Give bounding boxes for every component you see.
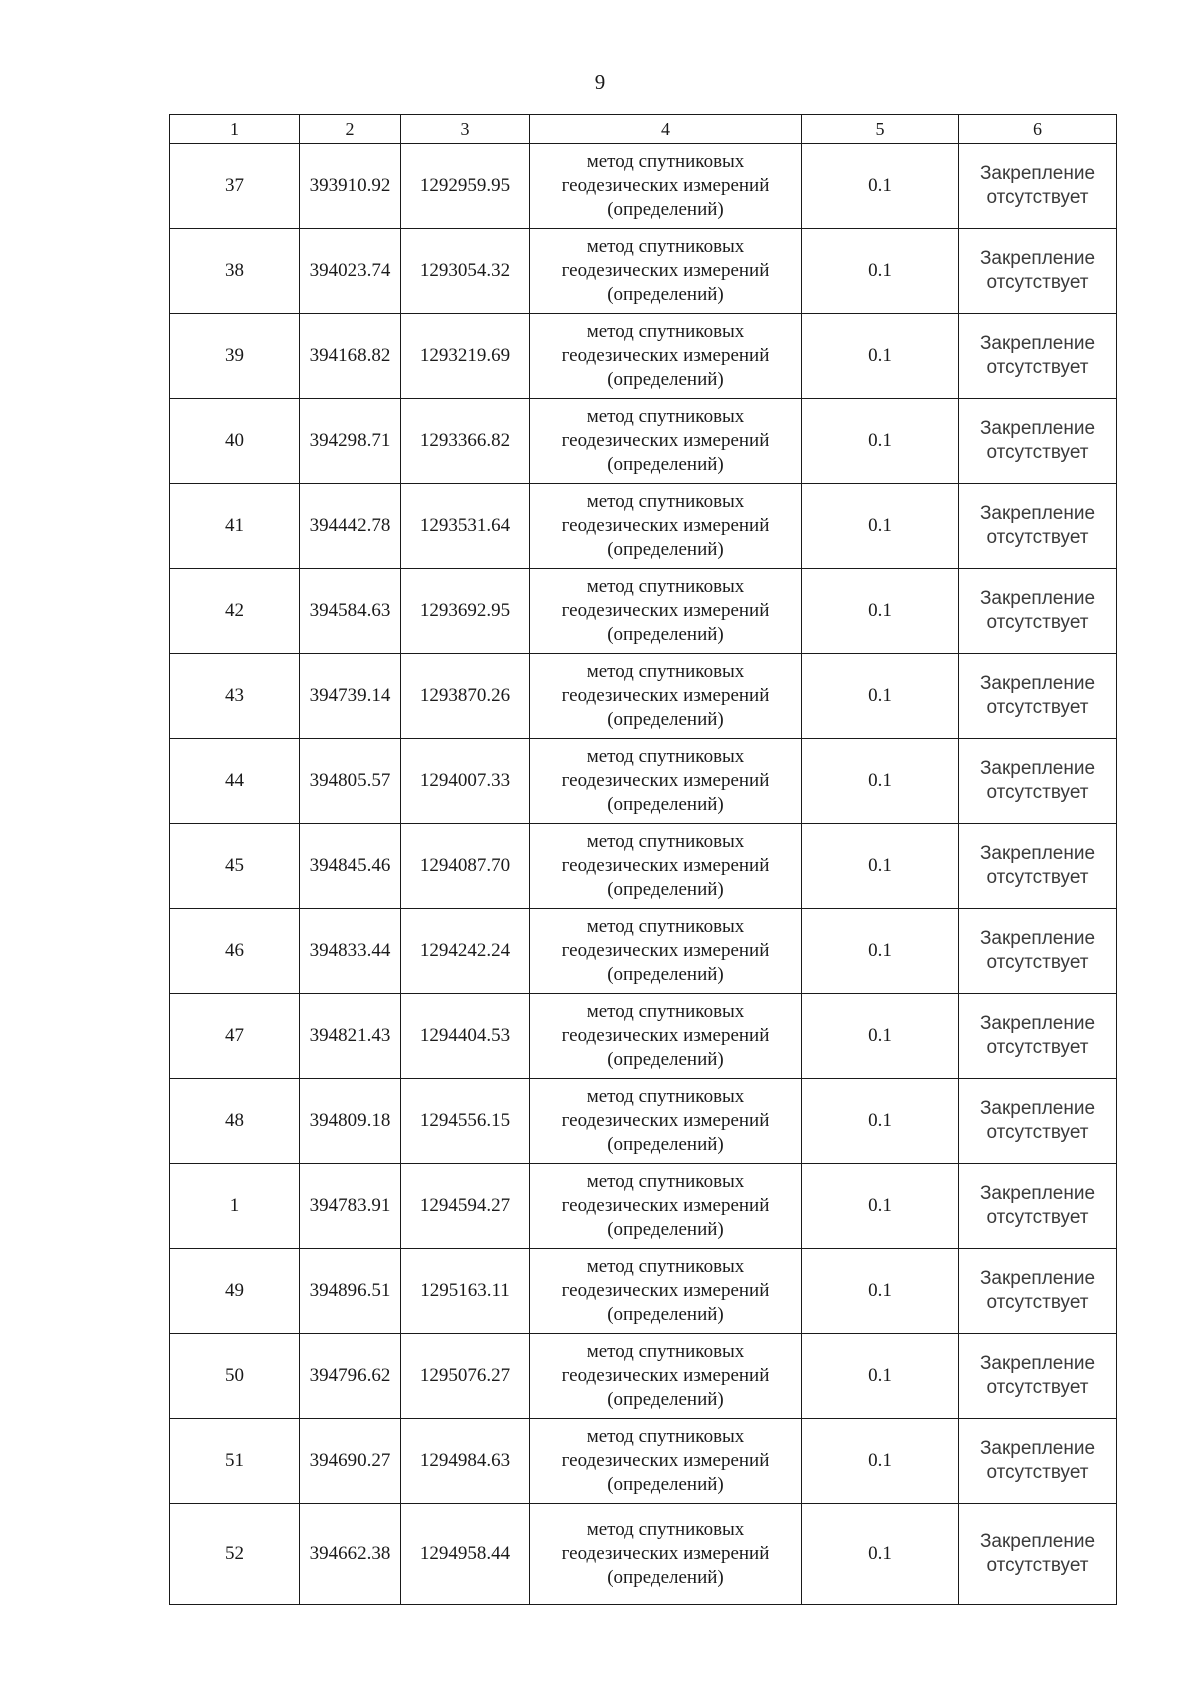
table-row [170, 1164, 1117, 1249]
accuracy-cell: 0.1 [802, 909, 959, 994]
method-cell [530, 569, 802, 654]
method-line: геодезических измерений [561, 1110, 770, 1131]
accuracy-cell: 0.1 [802, 1419, 959, 1504]
method-line: геодезических измерений [561, 515, 770, 536]
fixing-line: отсутствует [986, 1462, 1089, 1483]
y-coordinate-cell: 1294242.24 [401, 909, 530, 994]
accuracy-cell: 0.1 [802, 314, 959, 399]
method-line: (определений) [607, 1049, 724, 1070]
fixing-line: отсутствует [986, 952, 1089, 973]
method-cell [530, 314, 802, 399]
method-line: геодезических измерений [561, 940, 770, 961]
method-line: метод спутниковых [586, 1256, 745, 1277]
fixing-line: Закрепление [979, 1353, 1096, 1374]
accuracy-cell: 0.1 [802, 994, 959, 1079]
fixing-line: отсутствует [986, 527, 1089, 548]
point-number-cell: 41 [170, 484, 300, 569]
x-coordinate-cell: 394833.44 [300, 909, 401, 994]
column-header: 6 [959, 115, 1117, 144]
table-row [170, 1504, 1117, 1605]
page-number: 9 [594, 70, 606, 94]
method-line: метод спутниковых [586, 1426, 745, 1447]
x-coordinate-cell: 393910.92 [300, 144, 401, 229]
fixing-cell [959, 1079, 1117, 1164]
fixing-line: Закрепление [979, 418, 1096, 439]
y-coordinate-cell: 1293219.69 [401, 314, 530, 399]
fixing-line: Закрепление [979, 1268, 1096, 1289]
table-body [170, 144, 1117, 1605]
point-number-cell: 42 [170, 569, 300, 654]
accuracy-cell: 0.1 [802, 1249, 959, 1334]
method-cell [530, 824, 802, 909]
point-number-cell: 40 [170, 399, 300, 484]
method-line: метод спутниковых [586, 321, 745, 342]
method-line: геодезических измерений [561, 770, 770, 791]
method-line: (определений) [607, 199, 724, 220]
fixing-line: отсутствует [986, 357, 1089, 378]
fixing-cell [959, 739, 1117, 824]
y-coordinate-cell: 1293531.64 [401, 484, 530, 569]
method-cell [530, 1249, 802, 1334]
fixing-line: отсутствует [986, 1292, 1089, 1313]
x-coordinate-cell: 394805.57 [300, 739, 401, 824]
x-coordinate-cell: 394896.51 [300, 1249, 401, 1334]
point-number-cell: 45 [170, 824, 300, 909]
method-line: (определений) [607, 1567, 724, 1588]
y-coordinate-cell: 1294556.15 [401, 1079, 530, 1164]
method-line: геодезических измерений [561, 260, 770, 281]
y-coordinate-cell: 1293692.95 [401, 569, 530, 654]
method-line: (определений) [607, 1389, 724, 1410]
fixing-cell [959, 314, 1117, 399]
fixing-line: отсутствует [986, 1037, 1089, 1058]
method-line: (определений) [607, 1304, 724, 1325]
method-line: геодезических измерений [561, 1543, 770, 1564]
table-row [170, 314, 1117, 399]
fixing-line: Закрепление [979, 673, 1096, 694]
point-number-cell: 49 [170, 1249, 300, 1334]
point-number-cell: 43 [170, 654, 300, 739]
column-header: 5 [802, 115, 959, 144]
accuracy-cell: 0.1 [802, 1164, 959, 1249]
fixing-line: отсутствует [986, 272, 1089, 293]
method-line: метод спутниковых [586, 1086, 745, 1107]
method-line: метод спутниковых [586, 1341, 745, 1362]
table-row [170, 144, 1117, 229]
y-coordinate-cell: 1293870.26 [401, 654, 530, 739]
accuracy-cell: 0.1 [802, 824, 959, 909]
point-number-cell: 38 [170, 229, 300, 314]
method-line: (определений) [607, 369, 724, 390]
table-row [170, 1249, 1117, 1334]
header-row [170, 115, 1117, 144]
fixing-line: отсутствует [986, 612, 1089, 633]
column-header: 2 [300, 115, 401, 144]
fixing-line: отсутствует [986, 442, 1089, 463]
point-number-cell: 39 [170, 314, 300, 399]
fixing-line: Закрепление [979, 1183, 1096, 1204]
method-cell [530, 739, 802, 824]
method-cell [530, 994, 802, 1079]
accuracy-cell: 0.1 [802, 654, 959, 739]
fixing-cell [959, 399, 1117, 484]
table-row [170, 994, 1117, 1079]
table-row [170, 739, 1117, 824]
method-line: (определений) [607, 284, 724, 305]
method-line: геодезических измерений [561, 430, 770, 451]
x-coordinate-cell: 394442.78 [300, 484, 401, 569]
method-line: геодезических измерений [561, 175, 770, 196]
method-line: геодезических измерений [561, 685, 770, 706]
point-number-cell: 44 [170, 739, 300, 824]
y-coordinate-cell: 1294958.44 [401, 1504, 530, 1605]
method-line: метод спутниковых [586, 151, 745, 172]
method-line: (определений) [607, 1219, 724, 1240]
method-line: метод спутниковых [586, 491, 745, 512]
method-cell [530, 1334, 802, 1419]
fixing-line: Закрепление [979, 1013, 1096, 1034]
method-line: метод спутниковых [586, 1001, 745, 1022]
method-line: геодезических измерений [561, 600, 770, 621]
method-line: (определений) [607, 879, 724, 900]
fixing-line: отсутствует [986, 782, 1089, 803]
x-coordinate-cell: 394845.46 [300, 824, 401, 909]
point-number-cell: 1 [170, 1164, 300, 1249]
fixing-line: Закрепление [979, 758, 1096, 779]
method-line: метод спутниковых [586, 236, 745, 257]
y-coordinate-cell: 1294594.27 [401, 1164, 530, 1249]
x-coordinate-cell: 394023.74 [300, 229, 401, 314]
method-line: (определений) [607, 794, 724, 815]
fixing-cell [959, 1164, 1117, 1249]
y-coordinate-cell: 1294984.63 [401, 1419, 530, 1504]
method-line: геодезических измерений [561, 1195, 770, 1216]
fixing-cell [959, 909, 1117, 994]
point-number-cell: 37 [170, 144, 300, 229]
x-coordinate-cell: 394809.18 [300, 1079, 401, 1164]
method-line: (определений) [607, 1474, 724, 1495]
point-number-cell: 46 [170, 909, 300, 994]
y-coordinate-cell: 1294007.33 [401, 739, 530, 824]
method-cell [530, 399, 802, 484]
method-line: (определений) [607, 454, 724, 475]
coordinates-table [169, 114, 1117, 1605]
method-line: (определений) [607, 964, 724, 985]
fixing-cell [959, 824, 1117, 909]
fixing-line: отсутствует [986, 1207, 1089, 1228]
fixing-line: Закрепление [979, 588, 1096, 609]
point-number-cell: 48 [170, 1079, 300, 1164]
method-cell [530, 484, 802, 569]
x-coordinate-cell: 394690.27 [300, 1419, 401, 1504]
fixing-line: Закрепление [979, 1098, 1096, 1119]
method-line: метод спутниковых [586, 746, 745, 767]
y-coordinate-cell: 1293054.32 [401, 229, 530, 314]
method-line: метод спутниковых [586, 1519, 745, 1540]
accuracy-cell: 0.1 [802, 1334, 959, 1419]
method-line: геодезических измерений [561, 1365, 770, 1386]
method-cell [530, 909, 802, 994]
fixing-cell [959, 484, 1117, 569]
method-cell [530, 144, 802, 229]
x-coordinate-cell: 394821.43 [300, 994, 401, 1079]
accuracy-cell: 0.1 [802, 144, 959, 229]
accuracy-cell: 0.1 [802, 229, 959, 314]
method-line: метод спутниковых [586, 406, 745, 427]
fixing-line: отсутствует [986, 1377, 1089, 1398]
fixing-cell [959, 654, 1117, 739]
fixing-cell [959, 1419, 1117, 1504]
table-row [170, 909, 1117, 994]
fixing-cell [959, 1504, 1117, 1605]
point-number-cell: 52 [170, 1504, 300, 1605]
x-coordinate-cell: 394584.63 [300, 569, 401, 654]
fixing-line: отсутствует [986, 1122, 1089, 1143]
method-line: метод спутниковых [586, 831, 745, 852]
fixing-cell [959, 144, 1117, 229]
table-row [170, 824, 1117, 909]
fixing-line: отсутствует [986, 697, 1089, 718]
x-coordinate-cell: 394168.82 [300, 314, 401, 399]
method-line: геодезических измерений [561, 1450, 770, 1471]
fixing-cell [959, 1249, 1117, 1334]
fixing-line: Закрепление [979, 1531, 1096, 1552]
table-row [170, 229, 1117, 314]
method-line: метод спутниковых [586, 661, 745, 682]
fixing-cell [959, 229, 1117, 314]
column-header: 1 [170, 115, 300, 144]
column-header: 3 [401, 115, 530, 144]
fixing-cell [959, 569, 1117, 654]
table-row [170, 484, 1117, 569]
fixing-cell [959, 1334, 1117, 1419]
fixing-line: Закрепление [979, 928, 1096, 949]
method-line: метод спутниковых [586, 576, 745, 597]
table-row [170, 654, 1117, 739]
table-header [170, 115, 1117, 144]
x-coordinate-cell: 394739.14 [300, 654, 401, 739]
y-coordinate-cell: 1294404.53 [401, 994, 530, 1079]
fixing-cell [959, 994, 1117, 1079]
table-row [170, 1334, 1117, 1419]
method-line: (определений) [607, 1134, 724, 1155]
accuracy-cell: 0.1 [802, 739, 959, 824]
x-coordinate-cell: 394783.91 [300, 1164, 401, 1249]
y-coordinate-cell: 1293366.82 [401, 399, 530, 484]
x-coordinate-cell: 394662.38 [300, 1504, 401, 1605]
accuracy-cell: 0.1 [802, 1504, 959, 1605]
accuracy-cell: 0.1 [802, 569, 959, 654]
method-line: метод спутниковых [586, 916, 745, 937]
method-line: (определений) [607, 709, 724, 730]
method-cell [530, 1419, 802, 1504]
column-header: 4 [530, 115, 802, 144]
table-row [170, 1419, 1117, 1504]
point-number-cell: 47 [170, 994, 300, 1079]
method-line: геодезических измерений [561, 1280, 770, 1301]
fixing-line: отсутствует [986, 867, 1089, 888]
y-coordinate-cell: 1292959.95 [401, 144, 530, 229]
point-number-cell: 51 [170, 1419, 300, 1504]
method-line: (определений) [607, 539, 724, 560]
x-coordinate-cell: 394298.71 [300, 399, 401, 484]
method-line: (определений) [607, 624, 724, 645]
fixing-line: Закрепление [979, 333, 1096, 354]
x-coordinate-cell: 394796.62 [300, 1334, 401, 1419]
method-line: геодезических измерений [561, 855, 770, 876]
fixing-line: Закрепление [979, 503, 1096, 524]
fixing-line: Закрепление [979, 163, 1096, 184]
fixing-line: Закрепление [979, 1438, 1096, 1459]
method-cell [530, 1504, 802, 1605]
method-cell [530, 1079, 802, 1164]
method-line: геодезических измерений [561, 1025, 770, 1046]
table-row [170, 569, 1117, 654]
y-coordinate-cell: 1295076.27 [401, 1334, 530, 1419]
method-line: метод спутниковых [586, 1171, 745, 1192]
method-cell [530, 654, 802, 739]
accuracy-cell: 0.1 [802, 1079, 959, 1164]
y-coordinate-cell: 1294087.70 [401, 824, 530, 909]
point-number-cell: 50 [170, 1334, 300, 1419]
y-coordinate-cell: 1295163.11 [401, 1249, 530, 1334]
method-line: геодезических измерений [561, 345, 770, 366]
table-row [170, 1079, 1117, 1164]
fixing-line: отсутствует [986, 187, 1089, 208]
fixing-line: отсутствует [986, 1555, 1089, 1576]
method-cell [530, 1164, 802, 1249]
table-row [170, 399, 1117, 484]
accuracy-cell: 0.1 [802, 399, 959, 484]
fixing-line: Закрепление [979, 248, 1096, 269]
fixing-line: Закрепление [979, 843, 1096, 864]
method-cell [530, 229, 802, 314]
accuracy-cell: 0.1 [802, 484, 959, 569]
